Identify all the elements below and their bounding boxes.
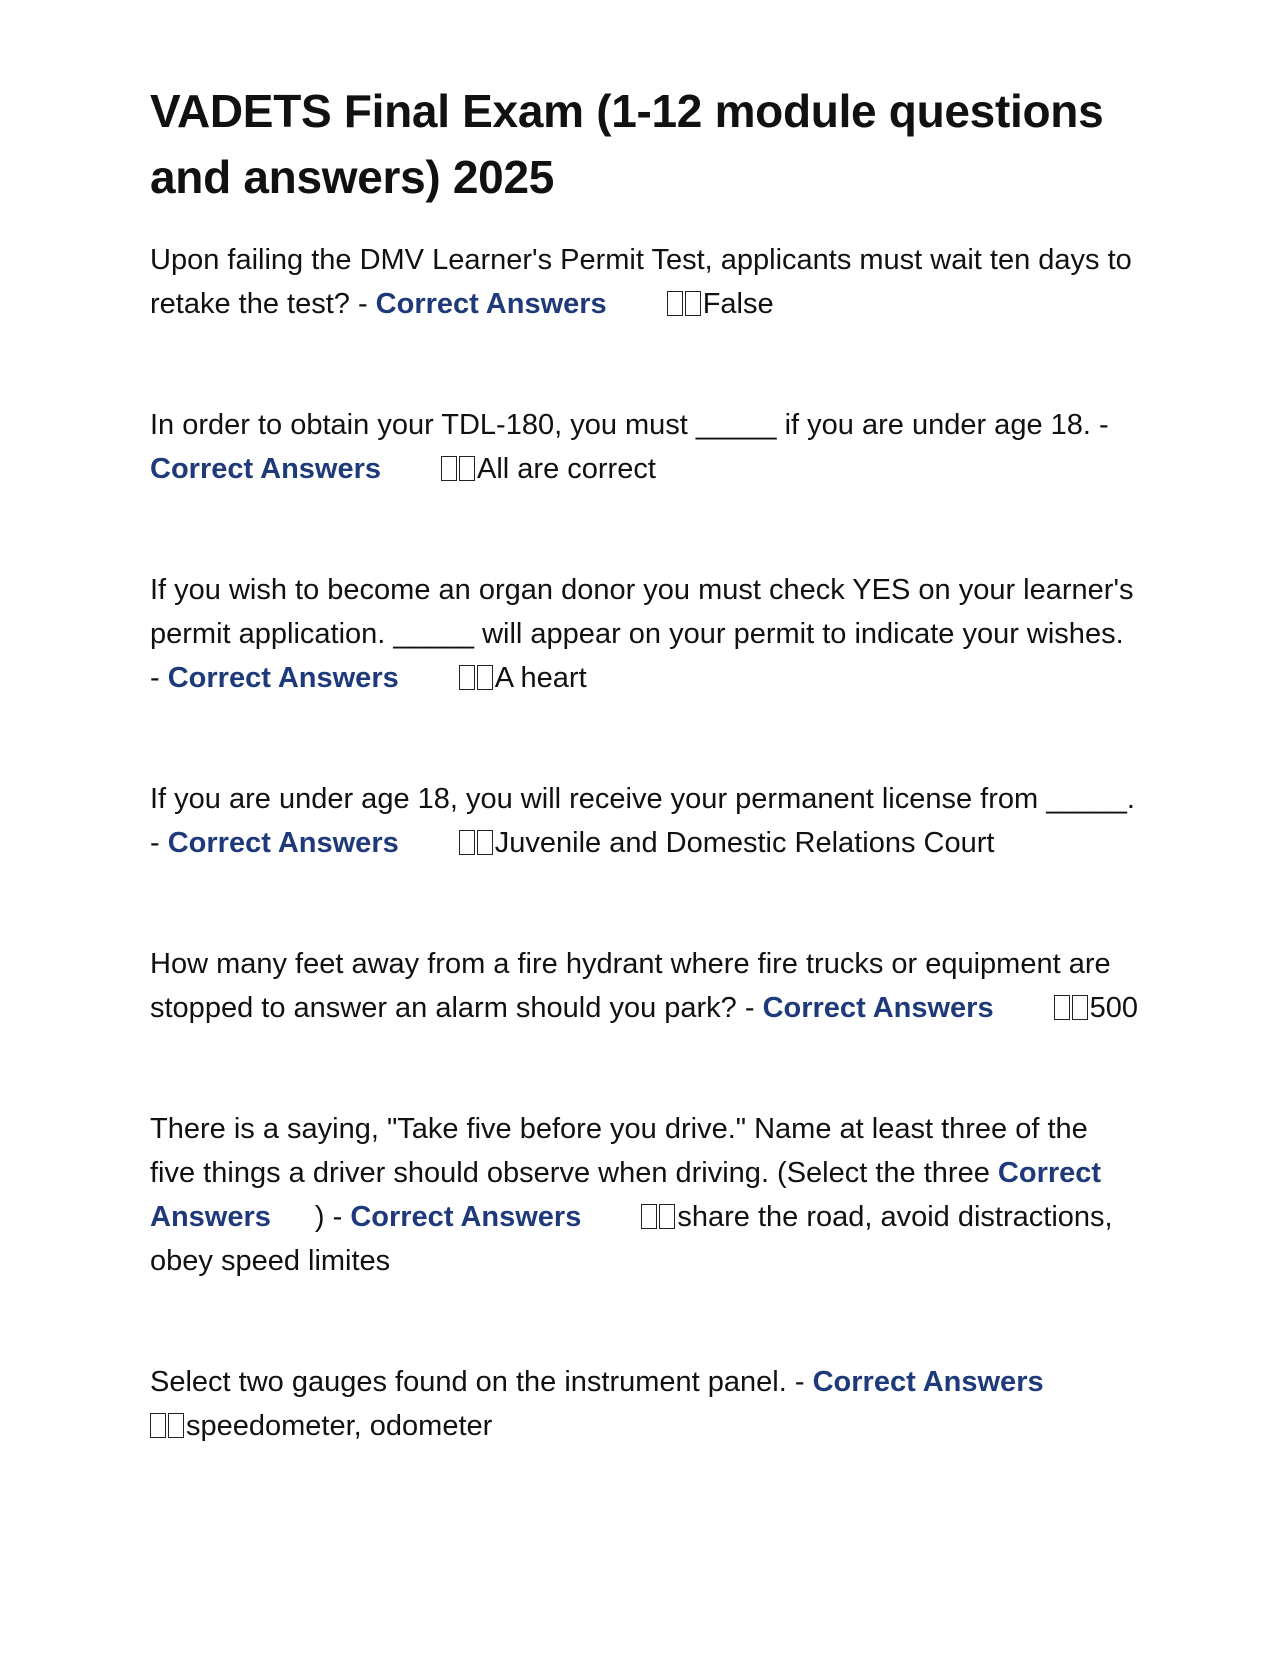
question-text: In order to obtain your TDL-180, you must _____ if you are under age 18. - [150, 409, 1109, 441]
correct-answers-label: Correct Answers [167, 827, 399, 859]
missing-glyph-icon [459, 665, 475, 690]
missing-glyph-icon [659, 1204, 675, 1229]
qa-item-5 [150, 942, 1140, 1030]
answer-text: All are correct [477, 453, 656, 485]
missing-glyph-icon [1054, 995, 1070, 1020]
correct-answers-label: Correct Answers [167, 662, 399, 694]
missing-glyph-icon [1072, 995, 1088, 1020]
missing-glyph-icon [168, 1413, 184, 1438]
answer-text: share the road, avoid distractions, obey speed limites [150, 1201, 1113, 1277]
missing-glyph-icon [685, 291, 701, 316]
missing-glyph-icon [641, 1204, 657, 1229]
missing-glyph-icon [477, 665, 493, 690]
qa-item-2 [150, 403, 1140, 491]
answer-text: Juvenile and Domestic Relations Court [494, 827, 995, 859]
missing-glyph-icon [441, 456, 457, 481]
missing-glyph-icon [667, 291, 683, 316]
question-text: There is a saying, "Take five before you drive." Name at least three of the five things a driver should observe when driving. (Select the three [150, 1113, 1088, 1189]
question-text: How many feet away from a fire hydrant where fire trucks or equipment are stopped to answer an alarm should you park? - [150, 948, 1111, 1024]
qa-item-1 [150, 238, 1140, 326]
document-title: VADETS Final Exam (1-12 module questions and answers) 2025 [150, 85, 1104, 203]
correct-answers-label: Correct Answers [150, 453, 382, 485]
missing-glyph-icon [150, 1413, 166, 1438]
correct-answers-label: Correct Answers [375, 288, 607, 320]
question-text: If you are under age 18, you will receive your permanent license from _____. - [150, 783, 1135, 859]
missing-glyph-icon [459, 456, 475, 481]
question-text: Select two gauges found on the instrument panel. - [150, 1366, 813, 1398]
missing-glyph-icon [477, 830, 493, 855]
answer-text: speedometer, odometer [186, 1410, 493, 1442]
question-text: ) - [314, 1201, 351, 1233]
correct-answers-label: Correct Answers [350, 1201, 582, 1233]
correct-answers-label: Correct Answers [762, 992, 994, 1024]
qa-item-6 [150, 1107, 1140, 1283]
missing-glyph-icon [459, 830, 475, 855]
question-text: Upon failing the DMV Learner's Permit Test, applicants must wait ten days to retake the test? - [150, 244, 1132, 320]
qa-item-7 [150, 1360, 1140, 1448]
document-page [150, 78, 1140, 1525]
question-text: If you wish to become an organ donor you must check YES on your learner's permit application. _____ will appear on your permit to indicate your wishes. - [150, 574, 1134, 694]
correct-answers-label: Correct Answers [812, 1366, 1044, 1398]
answer-text: 500 [1089, 992, 1138, 1024]
qa-item-4 [150, 777, 1140, 865]
answer-text: False [702, 288, 774, 320]
correct-answers-label: Correct Answers [150, 1157, 1102, 1233]
answer-text: A heart [494, 662, 587, 694]
qa-item-3 [150, 568, 1140, 700]
